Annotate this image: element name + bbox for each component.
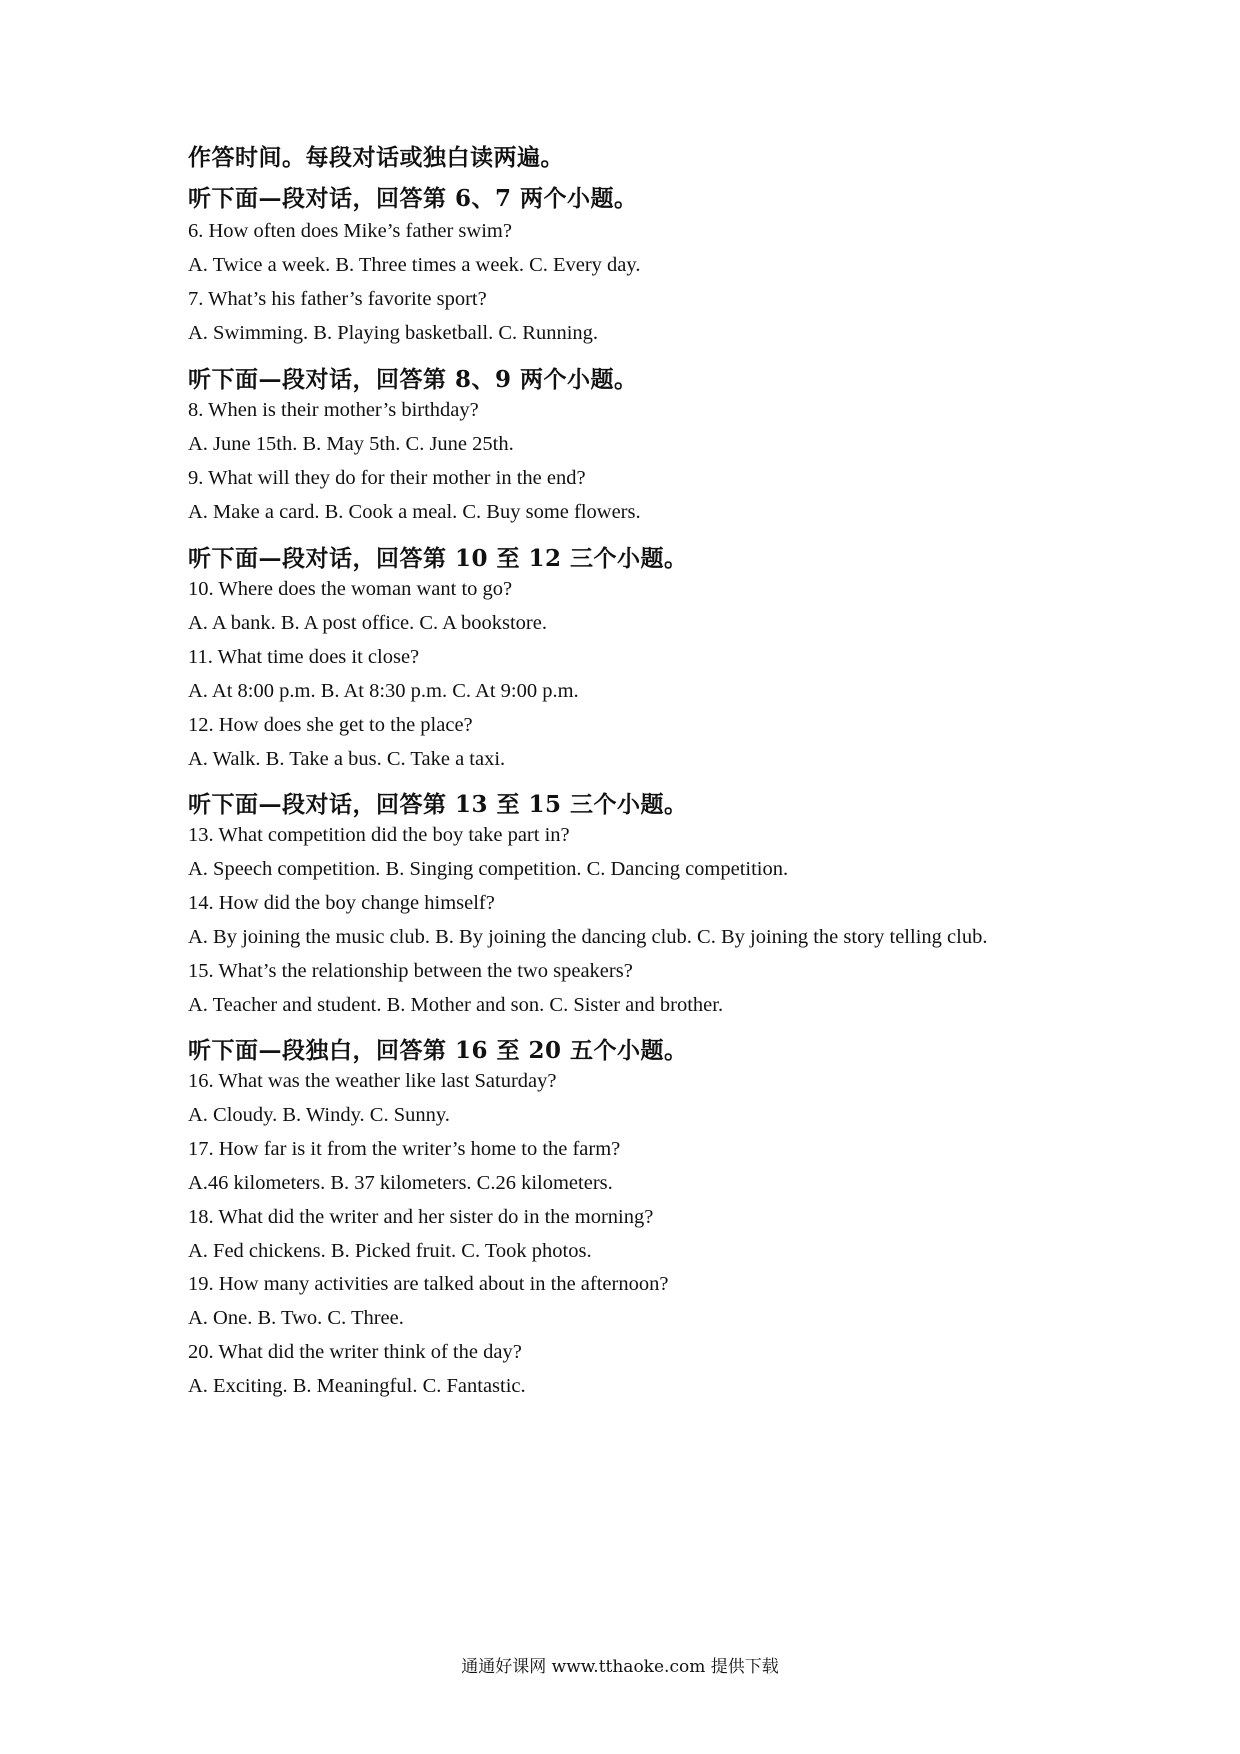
answer-options: A. Teacher and student. B. Mother and son. C. Sister and brother. [188, 994, 724, 1016]
question-line: 14. How did the boy change himself? [188, 892, 495, 914]
section-heading: 听下面—段对话，回答第 10 至 12 三个小题。 [188, 545, 688, 572]
answer-options: A. Cloudy. B. Windy. C. Sunny. [188, 1104, 450, 1126]
answer-options: A. Swimming. B. Playing basketball. C. Running. [188, 322, 599, 344]
answer-options: A. At 8:00 p.m. B. At 8:30 p.m. C. At 9:00 p.m. [188, 680, 579, 702]
section-heading: 听下面—段对话，回答第 8、9 两个小题。 [188, 366, 638, 393]
section-heading: 听下面—段独白，回答第 16 至 20 五个小题。 [188, 1037, 688, 1064]
section-heading: 听下面—段对话，回答第 6、7 两个小题。 [188, 185, 638, 212]
question-line: 8. When is their mother’s birthday? [188, 399, 479, 421]
question-line: 7. What’s his father’s favorite sport? [188, 288, 487, 310]
answer-options: A.46 kilometers. B. 37 kilometers. C.26 kilometers. [188, 1172, 613, 1194]
answer-options: A. Fed chickens. B. Picked fruit. C. Took photos. [188, 1240, 592, 1262]
question-line: 18. What did the writer and her sister do in the morning? [188, 1206, 654, 1228]
answer-options: A. Walk. B. Take a bus. C. Take a taxi. [188, 748, 506, 770]
answer-options: A. Twice a week. B. Three times a week. C. Every day. [188, 254, 641, 276]
answer-options: A. A bank. B. A post office. C. A bookstore. [188, 612, 547, 634]
question-line: 12. How does she get to the place? [188, 714, 473, 736]
question-line: 9. What will they do for their mother in the end? [188, 467, 586, 489]
question-line: 20. What did the writer think of the day? [188, 1341, 522, 1363]
answer-options: A. One. B. Two. C. Three. [188, 1307, 404, 1329]
answer-options: A. Speech competition. B. Singing competition. C. Dancing competition. [188, 858, 789, 880]
question-line: 15. What’s the relationship between the two speakers? [188, 960, 633, 982]
section-heading: 听下面—段对话，回答第 13 至 15 三个小题。 [188, 791, 688, 818]
question-line: 13. What competition did the boy take part in? [188, 824, 570, 846]
section-heading: 作答时间。每段对话或独白读两遍。 [188, 144, 564, 171]
question-line: 6. How often does Mike’s father swim? [188, 220, 512, 242]
answer-options: A. June 15th. B. May 5th. C. June 25th. [188, 433, 514, 455]
question-line: 10. Where does the woman want to go? [188, 578, 513, 600]
page-footer: 通通好课网 www.tthaoke.com 提供下载 [461, 1657, 779, 1677]
answer-options: A. By joining the music club. B. By joining the dancing club. C. By joining the story telling club. [188, 926, 988, 948]
question-line: 16. What was the weather like last Saturday? [188, 1070, 557, 1092]
answer-options: A. Make a card. B. Cook a meal. C. Buy some flowers. [188, 501, 641, 523]
question-line: 11. What time does it close? [188, 646, 420, 668]
question-line: 17. How far is it from the writer’s home to the farm? [188, 1138, 621, 1160]
answer-options: A. Exciting. B. Meaningful. C. Fantastic. [188, 1375, 526, 1397]
question-line: 19. How many activities are talked about in the afternoon? [188, 1273, 669, 1295]
